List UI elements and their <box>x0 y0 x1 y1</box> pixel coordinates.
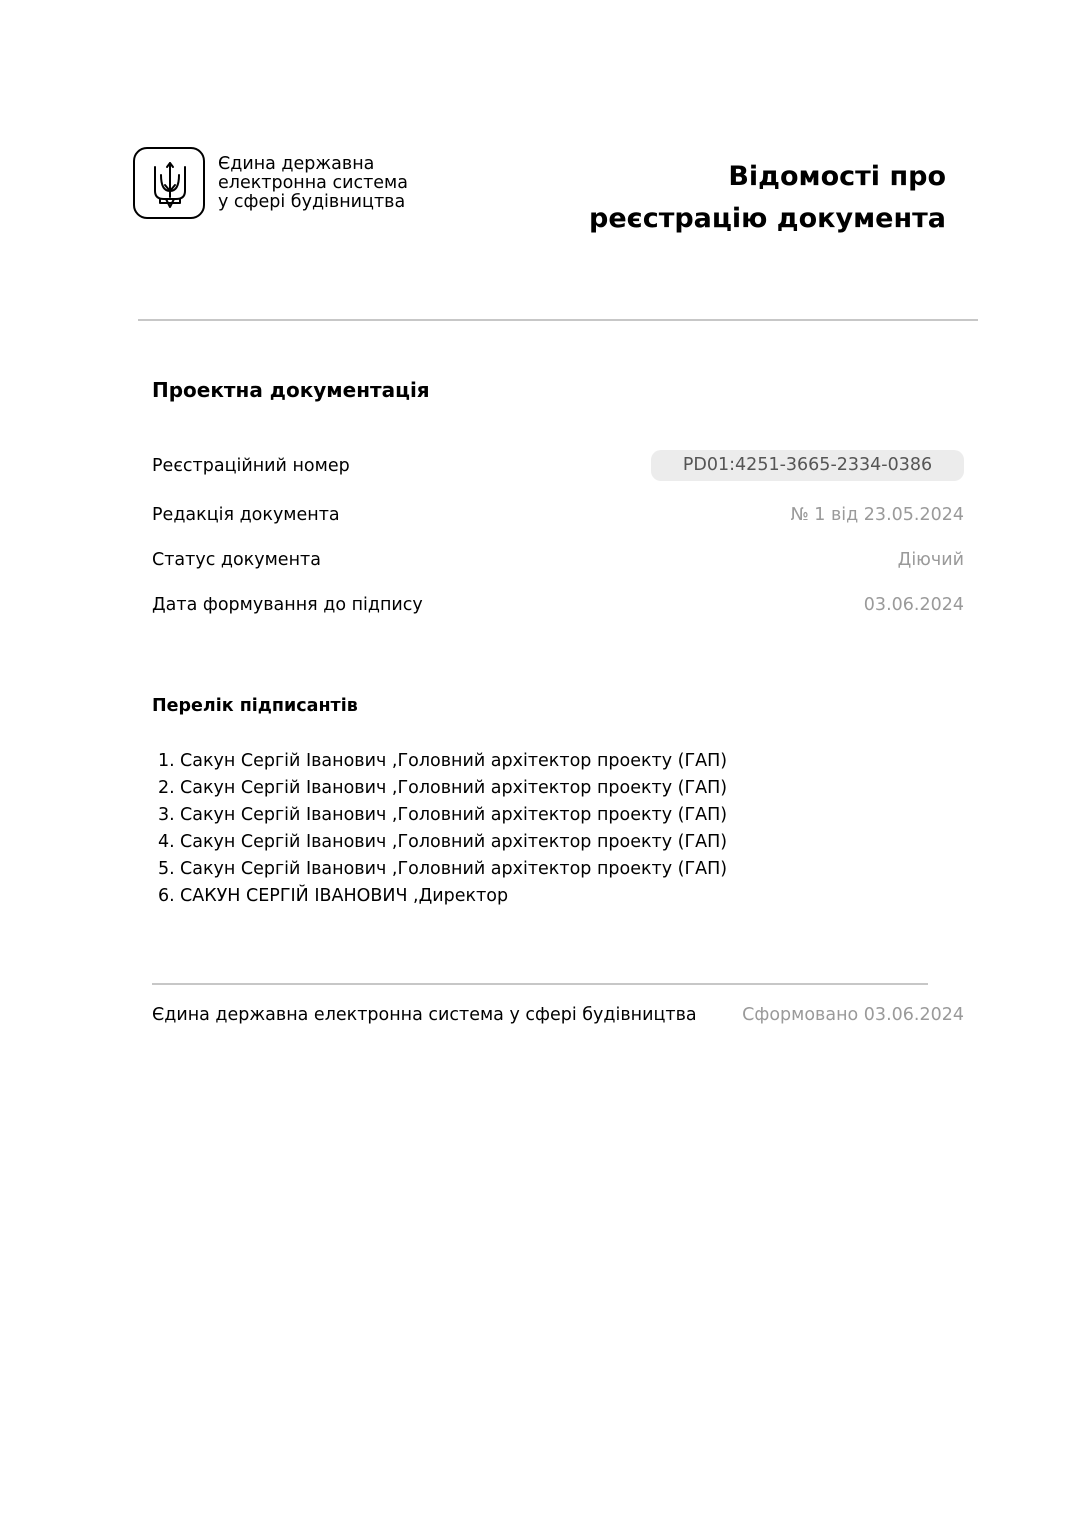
header-divider <box>138 319 978 321</box>
signer-number: 4. <box>158 832 175 852</box>
registration-number-value[interactable]: PD01:4251-3665-2334-0386 <box>651 450 964 481</box>
field-label: Дата формування до підпису <box>152 595 423 615</box>
signer-text: Сакун Сергій Іванович ,Головний архітектор проекту (ГАП) <box>180 751 728 771</box>
field-value: Діючий <box>897 550 964 570</box>
trident-icon <box>152 161 188 209</box>
field-label: Статус документа <box>152 550 321 570</box>
document-title-line: Відомості про <box>728 161 946 192</box>
list-item <box>158 748 727 775</box>
footer-system-name: Єдина державна електронна система у сфері будівництва <box>152 1005 697 1025</box>
field-document-status <box>152 550 964 580</box>
list-item <box>158 802 727 829</box>
signer-number: 6. <box>158 886 175 906</box>
logo <box>133 147 205 219</box>
field-document-revision <box>152 505 964 535</box>
list-item <box>158 775 727 802</box>
field-value: № 1 від 23.05.2024 <box>790 505 964 525</box>
org-name-line: у сфері будівництва <box>218 192 406 212</box>
section-title: Проектна документація <box>152 378 430 402</box>
signer-number: 3. <box>158 805 175 825</box>
document-title <box>589 156 946 240</box>
signer-text: Сакун Сергій Іванович ,Головний архітектор проекту (ГАП) <box>180 859 728 879</box>
list-item <box>158 856 727 883</box>
list-item <box>158 883 727 910</box>
signer-number: 5. <box>158 859 175 879</box>
field-signing-date <box>152 595 964 625</box>
org-name-line: Єдина державна <box>218 154 375 174</box>
list-item <box>158 829 727 856</box>
signers-list <box>158 748 727 910</box>
field-value: 03.06.2024 <box>863 595 964 615</box>
signer-text: Сакун Сергій Іванович ,Головний архітектор проекту (ГАП) <box>180 805 728 825</box>
org-name-line: електронна система <box>218 173 408 193</box>
field-registration-number <box>152 456 964 486</box>
signer-number: 2. <box>158 778 175 798</box>
org-name <box>218 155 478 212</box>
signer-text: САКУН СЕРГІЙ ІВАНОВИЧ ,Директор <box>180 886 509 906</box>
signer-text: Сакун Сергій Іванович ,Головний архітектор проекту (ГАП) <box>180 778 728 798</box>
signers-title: Перелік підписантів <box>152 696 358 716</box>
field-label: Реєстраційний номер <box>152 456 350 476</box>
signer-number: 1. <box>158 751 175 771</box>
field-label: Редакція документа <box>152 505 340 525</box>
footer-divider <box>152 983 928 985</box>
signer-text: Сакун Сергій Іванович ,Головний архітектор проекту (ГАП) <box>180 832 728 852</box>
document-title-line: реєстрацію документа <box>589 203 946 234</box>
footer-generated-date: Сформовано 03.06.2024 <box>742 1005 964 1025</box>
